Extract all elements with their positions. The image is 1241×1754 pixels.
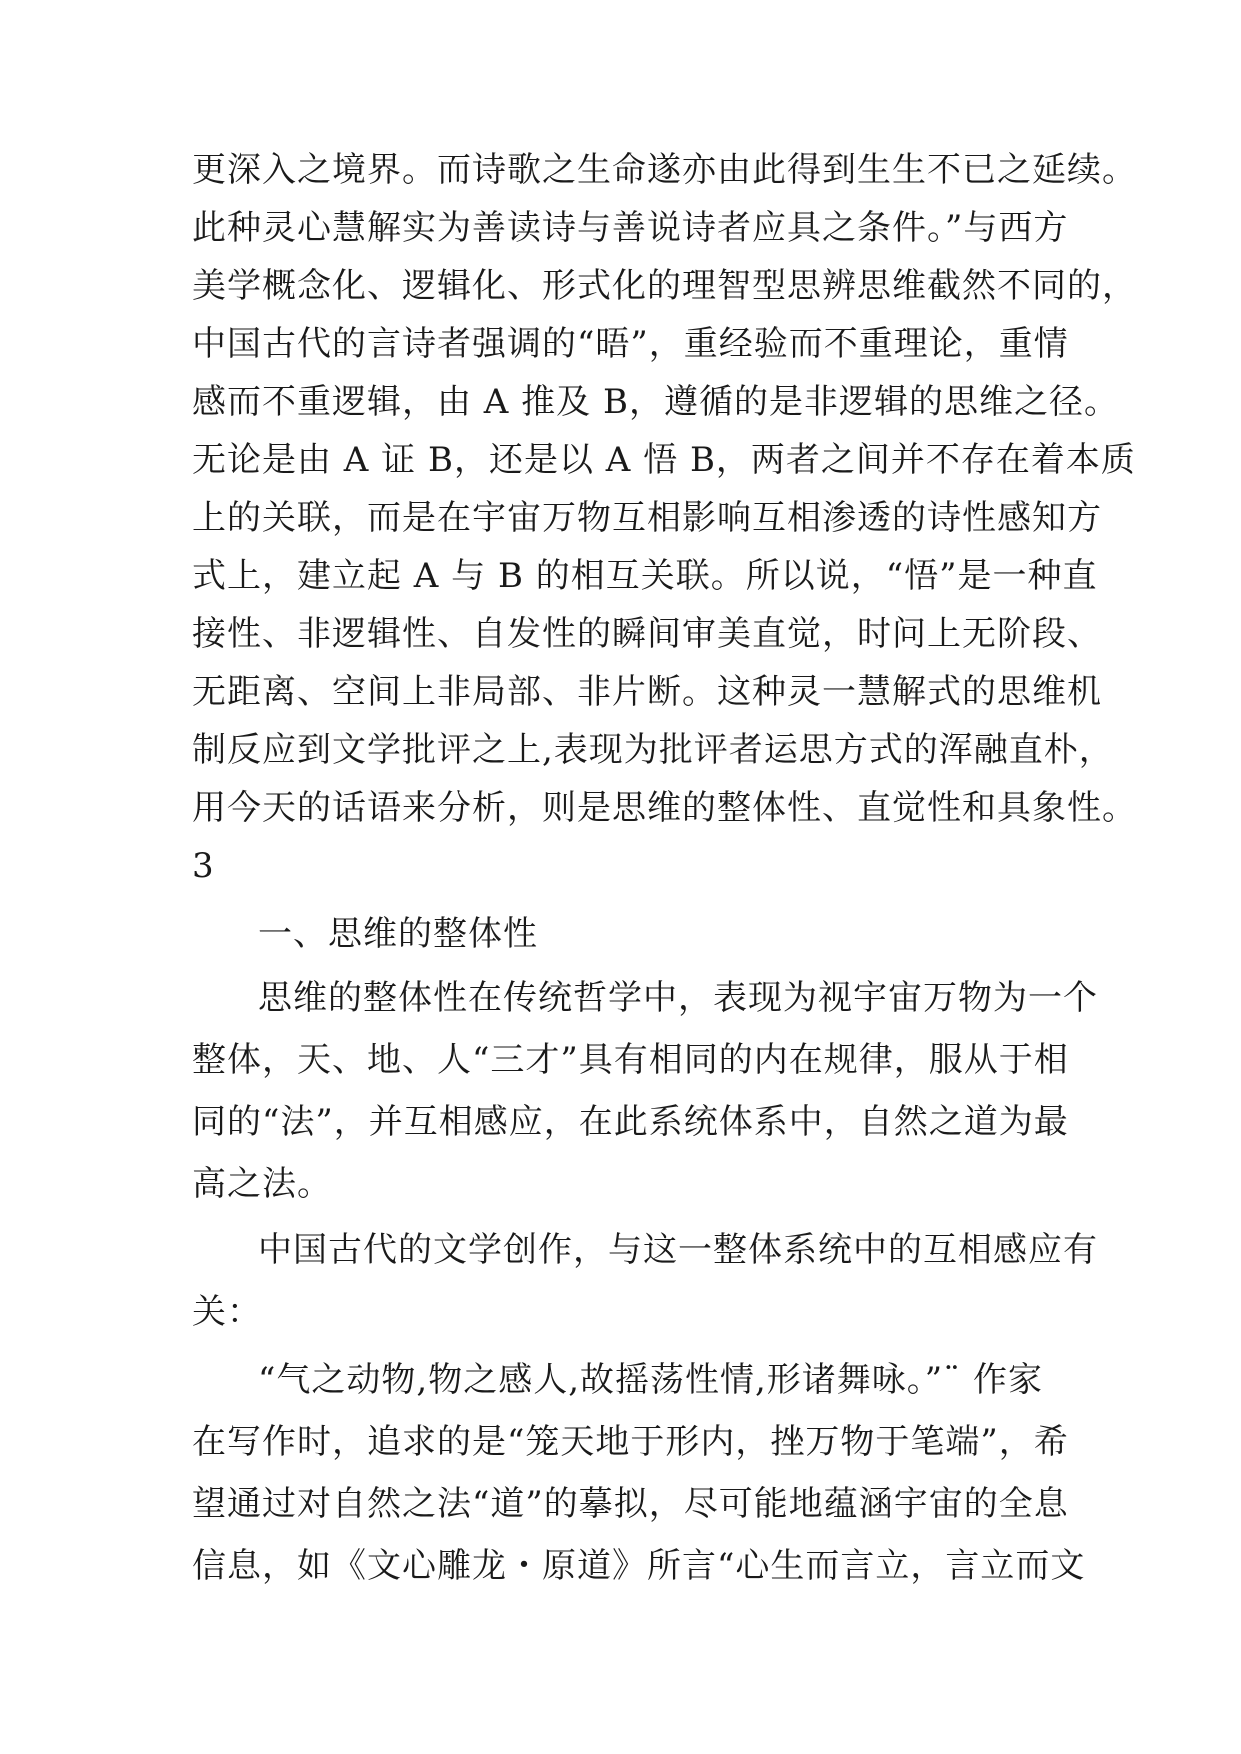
text-line: 望通过对自然之法“道”的摹拟，尽可能地蕴涵宇宙的全息 bbox=[192, 1484, 1069, 1524]
text-line: 制反应到文学批评之上,表现为批评者运思方式的浑融直朴， bbox=[192, 730, 1114, 770]
text-line: 式上，建立起 A 与 B 的相互关联。所以说，“悟”是一种直 bbox=[192, 556, 1098, 596]
text-line: 用今天的话语来分析，则是思维的整体性、直觉性和具象性。 bbox=[192, 788, 1137, 828]
footnote-marker: 3 bbox=[192, 846, 215, 886]
text-line: 美学概念化、逻辑化、形式化的理智型思辨思维截然不同的， bbox=[192, 266, 1137, 306]
text-line: 中国古代的言诗者强调的“晤”，重经验而不重理论，重情 bbox=[192, 324, 1069, 364]
text-line: 更深入之境界。而诗歌之生命遂亦由此得到生生不已之延续。 bbox=[192, 150, 1137, 190]
quotation-line: “气之动物,物之感人,故摇荡性情,形诸舞咏。”¨ 作家 bbox=[258, 1360, 1043, 1400]
text-line: 信息，如《文心雕龙・原道》所言“心生而言立，言立而文 bbox=[192, 1546, 1086, 1586]
text-line: 中国古代的文学创作，与这一整体系统中的互相感应有 bbox=[258, 1230, 1098, 1270]
text-line: 高之法。 bbox=[192, 1164, 332, 1204]
text-line: 同的“法”，并互相感应，在此系统体系中，自然之道为最 bbox=[192, 1102, 1069, 1142]
text-line: 无论是由 A 证 B，还是以 A 悟 B，两者之间并不存在着本质 bbox=[192, 440, 1136, 480]
text-line: 在写作时，追求的是“笼天地于形内，挫万物于笔端”，希 bbox=[192, 1422, 1069, 1462]
text-line: 思维的整体性在传统哲学中，表现为视宇宙万物为一个 bbox=[258, 978, 1098, 1018]
text-line: 接性、非逻辑性、自发性的瞬间审美直觉，时问上无阶段、 bbox=[192, 614, 1102, 654]
text-line: 无距离、空间上非局部、非片断。这种灵一慧解式的思维机 bbox=[192, 672, 1102, 712]
text-line: 感而不重逻辑，由 A 推及 B，遵循的是非逻辑的思维之径。 bbox=[192, 382, 1119, 422]
text-line: 整体，天、地、人“三才”具有相同的内在规律，服从于相 bbox=[192, 1040, 1069, 1080]
section-heading: 一、思维的整体性 bbox=[258, 914, 538, 954]
text-line: 此种灵心慧解实为善读诗与善说诗者应具之条件。”与西方 bbox=[192, 208, 1069, 248]
text-line: 上的关联，而是在宇宙万物互相影响互相渗透的诗性感知方 bbox=[192, 498, 1102, 538]
text-line: 关： bbox=[192, 1292, 262, 1332]
